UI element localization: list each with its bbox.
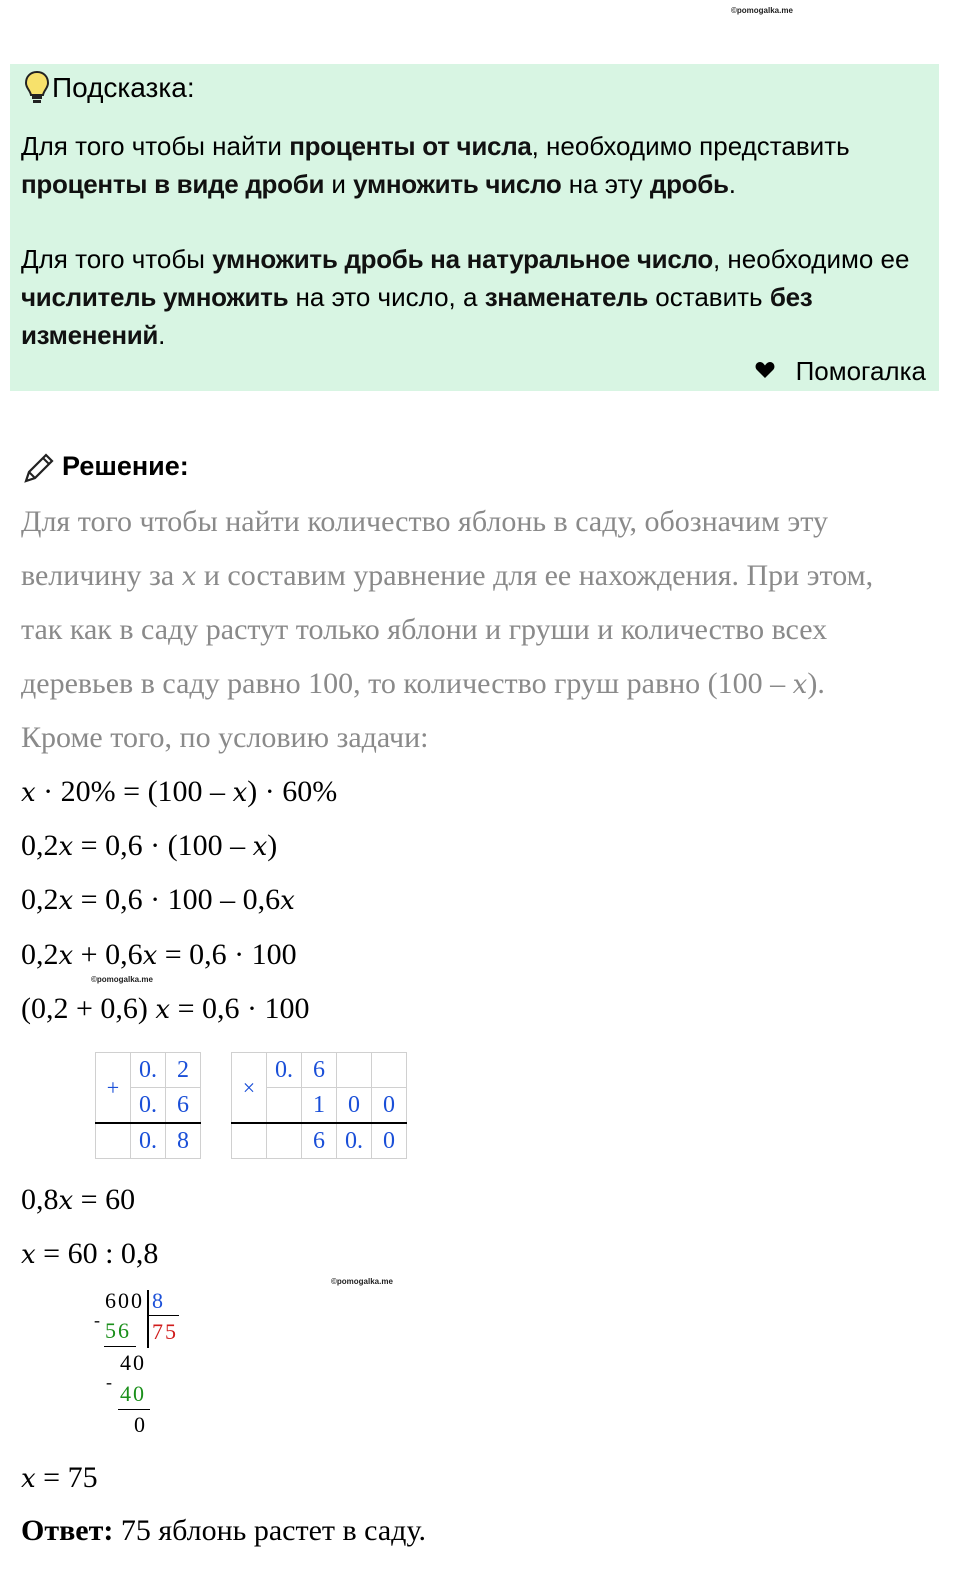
add-cell xyxy=(96,1123,131,1159)
answer-label: Ответ: xyxy=(21,1514,114,1547)
equation-2: 0,2x = 0,6 · (100 – x) xyxy=(21,829,278,862)
hint-text: . xyxy=(158,320,166,350)
divisor: 8 xyxy=(152,1288,165,1313)
pencil-icon xyxy=(22,451,56,485)
intro-line-4: деревьев в саду равно 100, то количество груш равно (100 – x). xyxy=(21,667,825,700)
long-division xyxy=(90,1288,210,1438)
watermark-mid: ©pomogalka.me xyxy=(91,975,153,984)
times-sign: × xyxy=(232,1053,267,1124)
hint-text: оставить xyxy=(648,282,770,312)
mul-cell xyxy=(267,1123,302,1159)
mul-cell xyxy=(372,1053,407,1088)
watermark-lower: ©pomogalka.me xyxy=(331,1277,393,1286)
division-bar-vertical xyxy=(147,1290,149,1348)
add-cell: 8 xyxy=(166,1123,201,1159)
mul-cell: 0 xyxy=(372,1088,407,1124)
minus-sign-1: - xyxy=(94,1310,102,1330)
add-cell: 0. xyxy=(131,1053,166,1088)
remainder-1: 40 xyxy=(120,1350,146,1375)
equation-7: x = 60 : 0,8 xyxy=(21,1237,159,1270)
plus-sign: + xyxy=(96,1053,131,1124)
mul-cell: 6 xyxy=(302,1123,337,1159)
mul-cell: 1 xyxy=(302,1088,337,1124)
hint-emphasis: числитель умножить xyxy=(21,282,289,312)
add-cell: 2 xyxy=(166,1053,201,1088)
mul-cell xyxy=(232,1123,267,1159)
equation-1: x · 20% = (100 – x) · 60% xyxy=(21,775,338,808)
underline-1 xyxy=(104,1346,136,1347)
add-cell: 0. xyxy=(131,1123,166,1159)
hint-text: и xyxy=(324,169,354,199)
add-cell: 0. xyxy=(131,1088,166,1124)
hint-emphasis: умножить число xyxy=(353,169,562,199)
heart-icon xyxy=(755,361,775,379)
hint-text: , необходимо ее xyxy=(712,244,910,274)
hint-text: , необходимо представить xyxy=(531,131,850,161)
mul-cell xyxy=(267,1088,302,1124)
dividend: 600 xyxy=(105,1288,144,1313)
division-bar-horizontal xyxy=(147,1315,179,1316)
mul-cell: 0. xyxy=(337,1123,372,1159)
hint-emphasis: умножить дробь на натуральное число xyxy=(212,244,713,274)
watermark-top: ©pomogalka.me xyxy=(731,6,793,15)
hint-paragraph-2 xyxy=(21,240,921,354)
hint-text: Для того чтобы xyxy=(21,244,213,274)
hint-text: на эту xyxy=(561,169,650,199)
hint-emphasis: без изменений xyxy=(21,282,813,350)
mul-cell: 0. xyxy=(267,1053,302,1088)
hint-emphasis: знаменатель xyxy=(484,282,649,312)
equation-8: x = 75 xyxy=(21,1461,98,1494)
mul-cell: 6 xyxy=(302,1053,337,1088)
hint-paragraph-1 xyxy=(21,127,921,203)
hint-emphasis: проценты в виде дроби xyxy=(21,169,325,199)
equation-5: (0,2 + 0,6) x = 0,6 · 100 xyxy=(21,992,310,1025)
hint-title: Подсказка: xyxy=(52,72,195,103)
equation-4: 0,2x + 0,6x = 0,6 · 100 xyxy=(21,938,297,971)
hint-text: на это число, а xyxy=(288,282,485,312)
answer-line xyxy=(21,1514,426,1548)
credit-label: Помогалка xyxy=(795,356,926,386)
intro-line-1: Для того чтобы найти количество яблонь в саду, обозначим эту xyxy=(21,505,828,538)
hint-emphasis: проценты от числа xyxy=(289,131,532,161)
solution-title: Решение: xyxy=(62,451,189,481)
minus-sign-2: - xyxy=(106,1372,114,1392)
subtrahend-1: 56 xyxy=(105,1318,131,1343)
remainder-2: 0 xyxy=(134,1412,147,1437)
hint-text: Для того чтобы найти xyxy=(21,131,290,161)
mul-cell: 0 xyxy=(372,1123,407,1159)
subtrahend-2: 40 xyxy=(120,1381,146,1406)
hint-emphasis: дробь xyxy=(649,169,729,199)
addition-table xyxy=(95,1052,201,1159)
add-cell: 6 xyxy=(166,1088,201,1124)
intro-line-3: так как в саду растут только яблони и груши и количество всех xyxy=(21,613,828,646)
intro-line-5: Кроме того, по условию задачи: xyxy=(21,721,429,754)
equation-6: 0,8x = 60 xyxy=(21,1183,136,1216)
hint-text: . xyxy=(728,169,736,199)
equation-3: 0,2x = 0,6 · 100 – 0,6x xyxy=(21,883,295,916)
quotient: 75 xyxy=(152,1319,178,1344)
intro-line-2: величину за x и составим уравнение для ее нахождения. При этом, xyxy=(21,559,874,592)
multiplication-table xyxy=(231,1052,407,1159)
underline-2 xyxy=(118,1409,150,1410)
mul-cell xyxy=(337,1053,372,1088)
mul-cell: 0 xyxy=(337,1088,372,1124)
answer-text: 75 яблонь растет в саду. xyxy=(113,1514,426,1547)
lightbulb-icon xyxy=(24,70,50,104)
